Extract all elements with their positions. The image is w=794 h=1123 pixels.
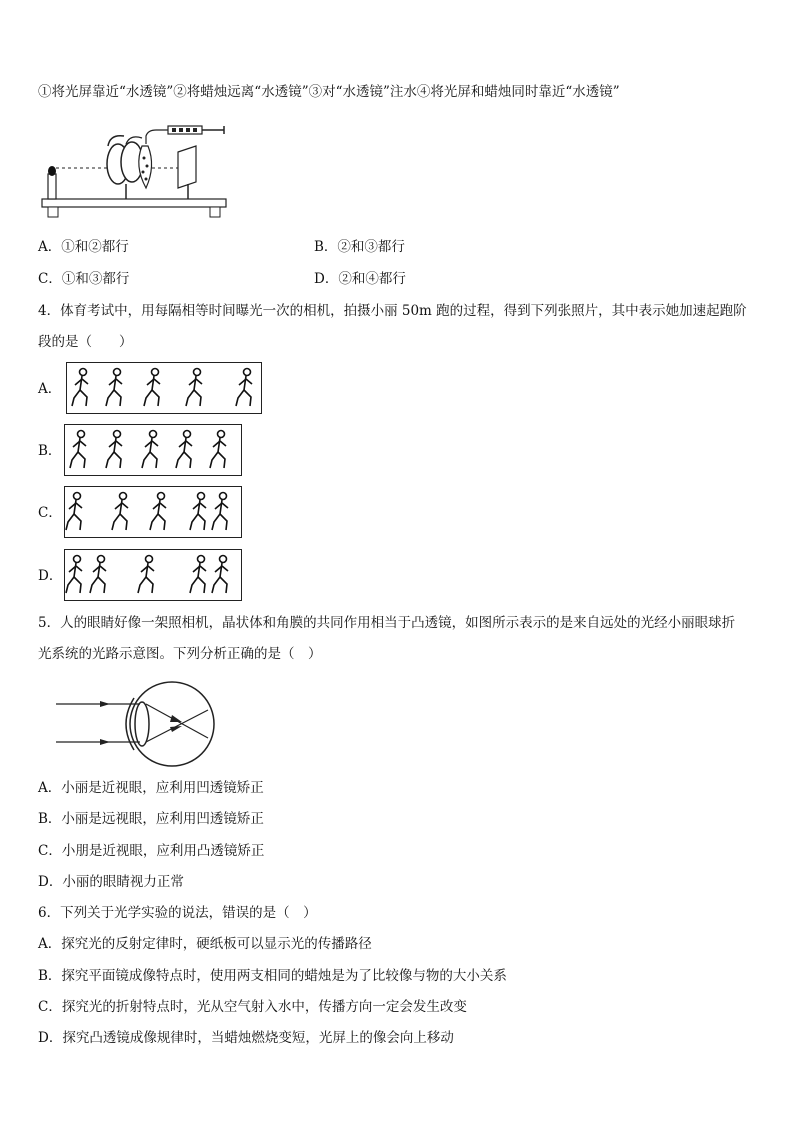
water-lens-figure bbox=[38, 124, 230, 220]
q5-option-c: C．小朋是近视眼，应利用凸透镜矫正 bbox=[38, 843, 265, 859]
runner-figure bbox=[212, 493, 228, 531]
q5-option-a: A．小丽是近视眼，应利用凹透镜矫正 bbox=[38, 780, 264, 796]
q4-option-d-strip bbox=[64, 549, 242, 601]
q3-option-d: D．②和④都行 bbox=[314, 271, 406, 287]
runner-figure bbox=[106, 369, 122, 407]
runner-figure bbox=[176, 431, 192, 469]
runner-figure bbox=[190, 493, 206, 531]
q3-option-c: C．①和③都行 bbox=[38, 271, 130, 287]
q4-option-b-label: B． bbox=[38, 443, 62, 459]
runner-figure bbox=[106, 431, 122, 469]
q5-option-b: B．小丽是远视眼，应利用凹透镜矫正 bbox=[38, 811, 264, 827]
runner-figure bbox=[66, 493, 82, 531]
q4-stem-line2: 段的是（ ） bbox=[38, 334, 133, 350]
runner-figure bbox=[144, 369, 160, 407]
runner-figure bbox=[70, 431, 86, 469]
runner-figure bbox=[186, 369, 202, 407]
q3-option-b: B．②和③都行 bbox=[314, 239, 405, 255]
runner-figure bbox=[212, 556, 228, 594]
q4-option-c-strip bbox=[64, 486, 242, 538]
q4-stem-line1: 4．体育考试中，用每隔相等时间曝光一次的相机，拍摄小丽 50m 跑的过程，得到下列张照片，其中表示她加速起跑阶 bbox=[38, 303, 747, 319]
q4-option-b-strip bbox=[64, 424, 242, 476]
q6-option-d: D．探究凸透镜成像规律时，当蜡烛燃烧变短，光屏上的像会向上移动 bbox=[38, 1030, 454, 1046]
eye-diagram bbox=[54, 680, 224, 770]
q4-option-a-label: A． bbox=[38, 381, 62, 397]
runner-figure bbox=[112, 493, 128, 531]
runner-figure bbox=[138, 556, 154, 594]
q4-option-a-strip bbox=[66, 362, 262, 414]
q5-stem-line1: 5．人的眼睛好像一架照相机，晶状体和角膜的共同作用相当于凸透镜，如图所示表示的是来自远处的光经小丽眼球折 bbox=[38, 615, 736, 631]
q6-option-c: C．探究光的折射特点时，光从空气射入水中，传播方向一定会发生改变 bbox=[38, 999, 467, 1015]
runner-figure bbox=[142, 431, 158, 469]
runner-figure bbox=[90, 556, 106, 594]
q4-option-c-label: C． bbox=[38, 505, 62, 521]
q6-option-a: A．探究光的反射定律时，硬纸板可以显示光的传播路径 bbox=[38, 936, 372, 952]
runner-figure bbox=[236, 369, 252, 407]
q5-option-d: D．小丽的眼睛视力正常 bbox=[38, 874, 184, 890]
runner-figure bbox=[150, 493, 166, 531]
runner-figure bbox=[66, 556, 82, 594]
q6-stem: 6．下列关于光学实验的说法，错误的是（ ） bbox=[38, 905, 317, 921]
q5-stem-line2: 光系统的光路示意图。下列分析正确的是（ ） bbox=[38, 646, 322, 662]
q4-option-d-label: D． bbox=[38, 568, 63, 584]
q3-option-a: A．①和②都行 bbox=[38, 239, 129, 255]
runner-figure bbox=[210, 431, 226, 469]
runner-figure bbox=[72, 369, 88, 407]
q6-option-b: B．探究平面镜成像特点时，使用两支相同的蜡烛是为了比较像与物的大小关系 bbox=[38, 968, 507, 984]
runner-figure bbox=[190, 556, 206, 594]
q3-stem-tail: ①将光屏靠近“水透镜”②将蜡烛远离“水透镜”③对“水透镜”注水④将光屏和蜡烛同时靠近“水透镜” bbox=[38, 84, 620, 100]
